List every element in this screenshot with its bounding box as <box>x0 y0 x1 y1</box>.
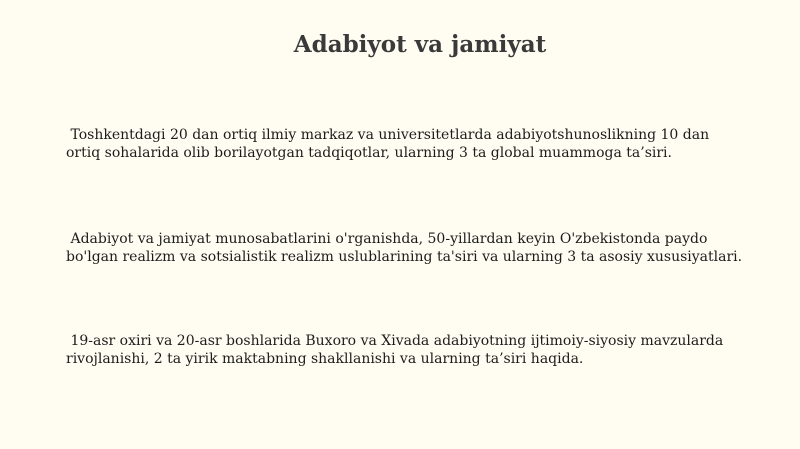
paragraph-1: Toshkentdagi 20 dan ortiq ilmiy markaz va universitetlarda adabiyotshunoslikning 10 dan ortiq sohalarida olib borilayotgan tadqiqotlar, ularning 3 ta global muammoga ta’siri. <box>66 127 714 161</box>
slide-title: Adabiyot va jamiyat <box>293 31 547 58</box>
paragraph-3: 19-asr oxiri va 20-asr boshlarida Buxoro va Xivada adabiyotning ijtimoiy-siyosiy mavzularda rivojlanishi, 2 ta yirik maktabning shakllanishi va ularning ta’siri haqida. <box>66 333 728 367</box>
paragraph-2: Adabiyot va jamiyat munosabatlarini o'rganishda, 50-yillardan keyin O'zbekistonda paydo bo'lgan realizm va sotsialistik realizm uslublarining ta'siri va ularning 3 ta asosiy xususiyatlari. <box>66 231 743 265</box>
